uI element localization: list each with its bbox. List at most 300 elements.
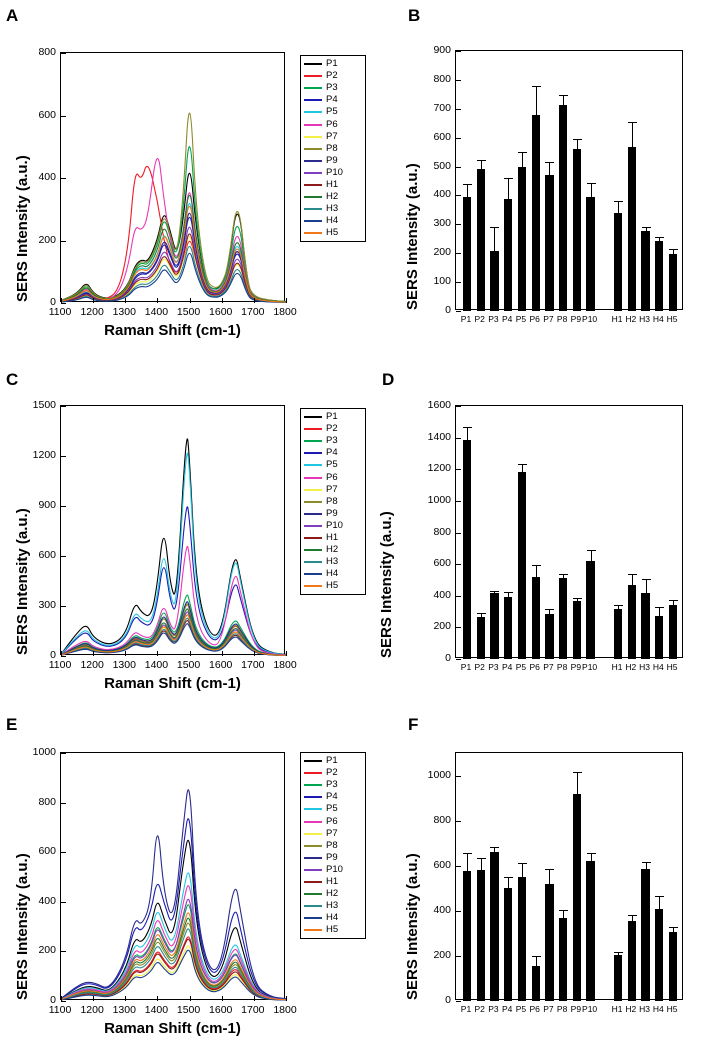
bar-P1 — [463, 871, 471, 1001]
category-label: P8 — [556, 314, 568, 324]
legend-A — [300, 55, 366, 242]
legend-label: H5 — [326, 580, 339, 592]
y-tick-label: 1600 — [427, 399, 451, 411]
error-bar — [549, 162, 550, 175]
error-cap — [669, 249, 678, 250]
x-tick — [157, 298, 158, 303]
legend-label: P9 — [326, 851, 338, 863]
bar-P6 — [532, 966, 540, 1001]
category-label: H5 — [666, 1004, 678, 1014]
y-tick — [456, 167, 461, 168]
bar-P9 — [573, 149, 581, 311]
error-bar — [632, 122, 633, 147]
category-label: P7 — [543, 1004, 554, 1014]
y-tick — [61, 803, 66, 804]
error-bar — [481, 160, 482, 169]
y-tick-label: 600 — [433, 557, 451, 570]
legend-swatch — [304, 881, 322, 883]
legend-item — [304, 924, 361, 936]
category-label: H1 — [611, 314, 623, 324]
x-tick-label: 1400 — [144, 1004, 169, 1016]
legend-label: P8 — [326, 839, 338, 851]
y-tick-label: 0 — [445, 304, 451, 316]
category-label: H4 — [652, 662, 664, 672]
error-cap — [477, 613, 486, 614]
spectra-curves-A — [61, 53, 286, 303]
legend-swatch — [304, 489, 322, 491]
bar-H3 — [641, 231, 649, 311]
legend-swatch — [304, 833, 322, 835]
x-tick — [254, 298, 255, 303]
error-bar — [577, 139, 578, 149]
error-bar — [508, 877, 509, 888]
bar-P10 — [586, 861, 594, 1001]
y-tick — [61, 303, 66, 304]
category-label: H4 — [652, 1004, 664, 1014]
y-tick — [456, 956, 461, 957]
bar-H1 — [614, 213, 622, 311]
spectra-curves-E — [61, 753, 286, 1001]
error-cap — [559, 95, 568, 96]
error-bar — [536, 956, 537, 966]
error-bar — [646, 579, 647, 592]
panel-letter-B: B — [408, 6, 421, 25]
category-label: P1 — [460, 314, 472, 324]
y-tick — [61, 116, 66, 117]
y-tick — [456, 224, 461, 225]
x-tick — [254, 996, 255, 1001]
error-bar — [481, 858, 482, 870]
x-tick-label: 1400 — [144, 659, 169, 671]
legend-label: P2 — [326, 767, 338, 779]
spectra-curves-C — [61, 406, 286, 656]
y-axis-label-B: SERS Intensity (a.u.) — [404, 163, 421, 310]
error-bar — [522, 863, 523, 877]
x-tick-label: 1500 — [176, 306, 201, 318]
error-cap — [463, 427, 472, 428]
category-label: P1 — [460, 1004, 472, 1014]
error-cap — [532, 86, 541, 87]
legend-swatch — [304, 184, 322, 186]
x-tick-label: 1200 — [80, 659, 104, 671]
category-label: P3 — [488, 314, 499, 324]
error-bar — [467, 427, 468, 440]
error-bar — [536, 565, 537, 577]
legend-item — [304, 471, 361, 483]
legend-swatch — [304, 160, 322, 162]
y-tick-label: 200 — [433, 620, 451, 633]
y-tick — [456, 311, 461, 312]
legend-swatch — [304, 549, 322, 551]
y-tick-label: 1200 — [32, 449, 56, 461]
category-label: H3 — [639, 1004, 650, 1014]
x-tick — [190, 996, 191, 1001]
y-tick-label: 600 — [38, 845, 56, 858]
y-tick — [456, 533, 461, 534]
legend-item — [304, 864, 361, 876]
bar-P4 — [504, 888, 512, 1001]
x-tick-label: 1400 — [144, 306, 169, 318]
error-cap — [573, 772, 582, 773]
bar-P6 — [532, 577, 540, 659]
x-tick — [157, 996, 158, 1001]
legend-swatch — [304, 416, 322, 418]
legend-swatch — [304, 537, 322, 539]
legend-item — [304, 435, 361, 447]
error-bar — [522, 464, 523, 472]
x-axis-label-A: Raman Shift (cm-1) — [104, 322, 241, 339]
y-tick-label: 0 — [50, 296, 56, 308]
bar-P5 — [518, 877, 526, 1001]
error-bar — [591, 183, 592, 197]
y-tick — [456, 469, 461, 470]
legend-swatch — [304, 573, 322, 575]
x-tick-label: 1800 — [273, 306, 297, 318]
legend-swatch — [304, 808, 322, 810]
x-tick-label: 1100 — [48, 659, 72, 671]
legend-C — [300, 408, 366, 595]
x-tick — [125, 996, 126, 1001]
error-bar — [591, 550, 592, 561]
legend-swatch — [304, 111, 322, 113]
legend-swatch — [304, 821, 322, 823]
legend-swatch — [304, 857, 322, 859]
category-label: P10 — [582, 662, 598, 672]
error-bar — [591, 853, 592, 861]
legend-item — [304, 155, 361, 167]
error-bar — [577, 772, 578, 793]
error-cap — [532, 565, 541, 566]
legend-swatch — [304, 869, 322, 871]
bar-H2 — [628, 147, 636, 311]
legend-item — [304, 828, 361, 840]
y-tick-label: 400 — [38, 171, 56, 183]
category-label: P7 — [543, 662, 554, 672]
series-P1 — [61, 439, 286, 654]
x-tick-label: 1100 — [48, 306, 72, 318]
y-tick — [456, 195, 461, 196]
error-cap — [477, 160, 486, 161]
x-tick-label: 1200 — [80, 306, 104, 318]
category-label: P6 — [529, 314, 540, 324]
category-label: H3 — [639, 314, 650, 324]
x-tick — [286, 298, 287, 303]
legend-label: P10 — [326, 166, 343, 178]
y-axis-label-A: SERS Intensity (a.u.) — [14, 155, 31, 302]
x-tick — [93, 298, 94, 303]
y-tick — [456, 776, 461, 777]
category-label: H3 — [639, 662, 650, 672]
error-bar — [522, 152, 523, 168]
y-tick-label: 200 — [38, 944, 56, 957]
category-label: P10 — [582, 1004, 598, 1014]
category-label: P7 — [543, 314, 554, 324]
legend-swatch — [304, 172, 322, 174]
category-label: H2 — [625, 1004, 637, 1014]
legend-label: P5 — [326, 459, 338, 471]
y-tick-label: 600 — [38, 549, 56, 561]
y-tick-label: 1500 — [32, 399, 56, 411]
y-tick-label: 1200 — [427, 462, 451, 475]
legend-item — [304, 106, 361, 118]
legend-item — [304, 215, 361, 227]
error-cap — [587, 853, 596, 854]
x-tick — [93, 996, 94, 1001]
error-bar — [536, 86, 537, 115]
legend-item — [304, 191, 361, 203]
bar-P5 — [518, 167, 526, 311]
bar-P5 — [518, 472, 526, 659]
legend-swatch — [304, 929, 322, 931]
legend-E — [300, 752, 366, 939]
error-bar — [563, 95, 564, 105]
y-axis-label-D: SERS Intensity (a.u.) — [378, 511, 395, 658]
y-tick — [456, 821, 461, 822]
legend-label: P4 — [326, 791, 338, 803]
y-tick — [456, 80, 461, 81]
x-tick-label: 1500 — [176, 659, 201, 671]
legend-label: P8 — [326, 495, 338, 507]
category-label: P8 — [556, 662, 568, 672]
panel-letter-C: C — [6, 370, 19, 389]
legend-item — [304, 70, 361, 82]
legend-item — [304, 411, 361, 423]
y-tick — [61, 902, 66, 903]
y-tick — [456, 564, 461, 565]
legend-item — [304, 94, 361, 106]
y-tick — [456, 282, 461, 283]
error-cap — [477, 858, 486, 859]
category-label: P2 — [474, 662, 485, 672]
category-label: P9 — [570, 662, 582, 672]
x-tick-label: 1500 — [176, 1004, 201, 1016]
category-label: P9 — [570, 314, 582, 324]
bar-H4 — [655, 241, 663, 311]
error-cap — [518, 464, 527, 465]
legend-label: H5 — [326, 227, 339, 239]
y-tick — [456, 438, 461, 439]
error-cap — [655, 237, 664, 238]
legend-swatch — [304, 585, 322, 587]
error-cap — [490, 227, 499, 228]
legend-label: H2 — [326, 544, 339, 556]
bar-P2 — [477, 870, 485, 1001]
bar-P1 — [463, 440, 471, 659]
category-label: H2 — [625, 314, 637, 324]
y-tick-label: 400 — [433, 903, 451, 916]
x-tick-label: 1700 — [241, 1004, 265, 1016]
legend-label: P1 — [326, 755, 338, 767]
legend-item — [304, 508, 361, 520]
bar-P1 — [463, 197, 471, 311]
legend-item — [304, 167, 361, 179]
x-tick — [125, 298, 126, 303]
legend-label: H1 — [326, 531, 339, 543]
x-tick-label: 1800 — [273, 1004, 297, 1016]
error-cap — [545, 609, 554, 610]
legend-item — [304, 852, 361, 864]
legend-label: H4 — [326, 215, 339, 227]
legend-item — [304, 203, 361, 215]
error-bar — [549, 869, 550, 884]
y-axis-label-F: SERS Intensity (a.u.) — [404, 853, 421, 1000]
error-cap — [614, 201, 623, 202]
x-tick-label: 1200 — [80, 1004, 104, 1016]
category-label: P2 — [474, 1004, 485, 1014]
legend-item — [304, 767, 361, 779]
y-tick — [456, 911, 461, 912]
category-label: H4 — [652, 314, 664, 324]
legend-item — [304, 544, 361, 556]
bar-P4 — [504, 199, 512, 311]
legend-item — [304, 803, 361, 815]
bar-P3 — [490, 251, 498, 311]
x-tick — [222, 996, 223, 1001]
category-label: P6 — [529, 662, 540, 672]
category-label: P3 — [488, 662, 499, 672]
legend-label: P1 — [326, 58, 338, 70]
y-tick — [456, 138, 461, 139]
legend-swatch — [304, 452, 322, 454]
legend-swatch — [304, 440, 322, 442]
legend-item — [304, 82, 361, 94]
error-cap — [490, 847, 499, 848]
legend-label: P4 — [326, 447, 338, 459]
y-tick — [61, 656, 66, 657]
error-cap — [587, 183, 596, 184]
bar-H1 — [614, 609, 622, 659]
legend-label: P1 — [326, 411, 338, 423]
error-cap — [504, 592, 513, 593]
legend-item — [304, 459, 361, 471]
legend-item — [304, 131, 361, 143]
y-tick — [61, 178, 66, 179]
bar-H3 — [641, 593, 649, 659]
bar-H1 — [614, 955, 622, 1001]
legend-item — [304, 888, 361, 900]
legend-label: H3 — [326, 556, 339, 568]
y-tick — [61, 456, 66, 457]
y-tick-label: 1000 — [427, 768, 451, 781]
legend-item — [304, 876, 361, 888]
bar-H2 — [628, 921, 636, 1001]
y-tick-label: 0 — [50, 994, 56, 1006]
legend-item — [304, 815, 361, 827]
y-tick — [61, 951, 66, 952]
x-tick-label: 1600 — [209, 659, 233, 671]
legend-swatch — [304, 796, 322, 798]
legend-label: H1 — [326, 178, 339, 190]
category-label: P5 — [515, 662, 527, 672]
y-tick-label: 400 — [433, 588, 451, 601]
y-tick — [61, 506, 66, 507]
y-tick — [61, 556, 66, 557]
y-axis-label-C: SERS Intensity (a.u.) — [14, 508, 31, 655]
legend-label: H3 — [326, 203, 339, 215]
y-tick — [456, 866, 461, 867]
legend-item — [304, 447, 361, 459]
legend-item — [304, 118, 361, 130]
y-tick-label: 700 — [433, 101, 451, 114]
error-cap — [628, 574, 637, 575]
category-label: P1 — [460, 662, 472, 672]
error-cap — [614, 952, 623, 953]
y-tick-label: 0 — [445, 994, 451, 1006]
panel-letter-F: F — [408, 715, 419, 734]
error-cap — [559, 574, 568, 575]
x-tick-label: 1700 — [241, 659, 265, 671]
legend-label: P9 — [326, 507, 338, 519]
y-tick-label: 200 — [38, 233, 56, 246]
y-tick-label: 1000 — [427, 493, 451, 506]
legend-label: P2 — [326, 423, 338, 435]
error-cap — [642, 579, 651, 580]
legend-label: P3 — [326, 435, 338, 447]
category-label: H2 — [625, 662, 637, 672]
x-tick — [190, 298, 191, 303]
legend-label: P6 — [326, 815, 338, 827]
legend-label: P5 — [326, 803, 338, 815]
x-axis-label-C: Raman Shift (cm-1) — [104, 675, 241, 692]
legend-swatch — [304, 477, 322, 479]
error-cap — [669, 927, 678, 928]
y-tick-label: 900 — [433, 44, 451, 56]
error-bar — [659, 896, 660, 908]
y-tick-label: 600 — [433, 858, 451, 871]
legend-label: P3 — [326, 779, 338, 791]
panel-letter-D: D — [382, 370, 395, 389]
y-tick — [61, 241, 66, 242]
x-tick-label: 1100 — [48, 1004, 72, 1016]
category-label: P4 — [501, 1004, 513, 1014]
bar-P8 — [559, 918, 567, 1001]
legend-label: P7 — [326, 827, 338, 839]
category-label: P5 — [515, 314, 527, 324]
plot-area-F — [455, 752, 683, 1000]
x-tick — [190, 651, 191, 656]
series-P1 — [61, 173, 286, 301]
error-cap — [518, 863, 527, 864]
error-cap — [587, 550, 596, 551]
x-axis-label-E: Raman Shift (cm-1) — [104, 1020, 241, 1037]
bar-P2 — [477, 169, 485, 311]
bar-P6 — [532, 115, 540, 311]
legend-label: P6 — [326, 471, 338, 483]
bar-P9 — [573, 601, 581, 659]
x-tick-label: 1300 — [112, 306, 136, 318]
y-tick-label: 1000 — [32, 746, 56, 758]
y-tick — [456, 253, 461, 254]
category-label: P9 — [570, 1004, 582, 1014]
y-tick-label: 800 — [38, 46, 56, 58]
y-tick-label: 1400 — [427, 430, 451, 443]
legend-item — [304, 900, 361, 912]
legend-item — [304, 496, 361, 508]
legend-label: H1 — [326, 875, 339, 887]
y-tick-label: 200 — [433, 246, 451, 259]
y-tick-label: 100 — [433, 275, 451, 288]
x-tick — [125, 651, 126, 656]
bar-H4 — [655, 616, 663, 659]
error-bar — [467, 853, 468, 871]
error-cap — [545, 162, 554, 163]
plot-area-A — [60, 52, 285, 302]
legend-item — [304, 779, 361, 791]
legend-label: P8 — [326, 142, 338, 154]
legend-label: P7 — [326, 130, 338, 142]
x-tick-label: 1300 — [112, 1004, 136, 1016]
legend-item — [304, 580, 361, 592]
